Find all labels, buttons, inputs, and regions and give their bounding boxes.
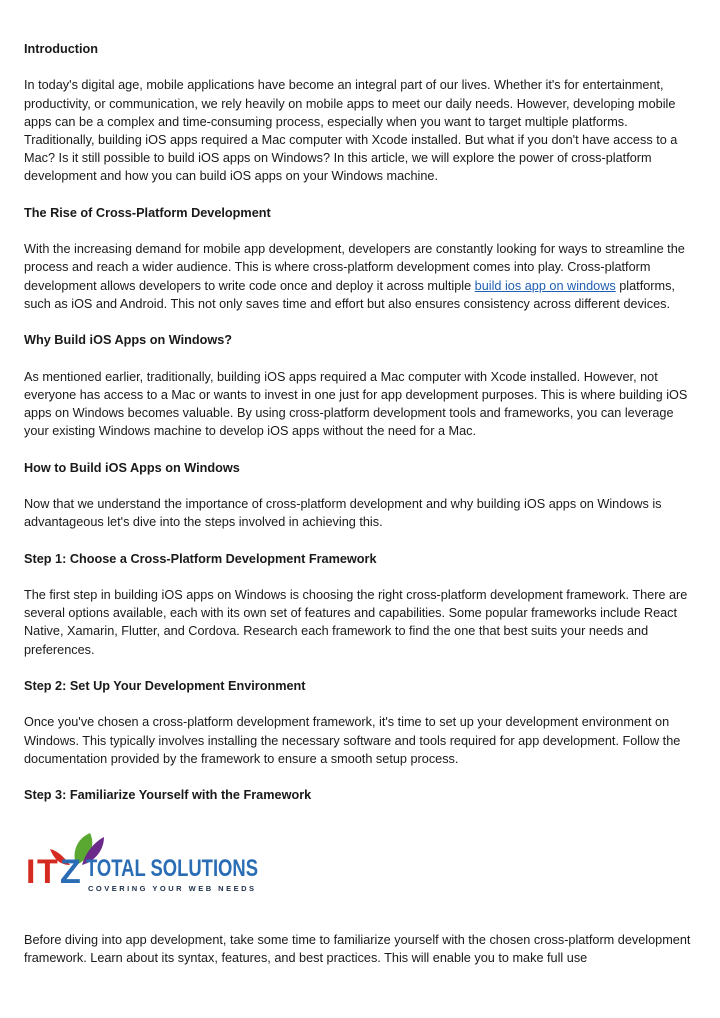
logo-name: TOTAL SOLUTIONS — [86, 854, 258, 882]
paragraph-step-2: Once you've chosen a cross-platform development framework, it's time to set up your development environment on Windows. This typically involves installing the necessary software and tools required for app development. Follow the documentation provided by the framework to ensure a smooth setup process. — [24, 715, 681, 766]
itz-total-solutions-logo — [24, 825, 264, 900]
heading-how-to-build: How to Build iOS Apps on Windows — [24, 460, 240, 475]
paragraph-text-after-link: platforms, such as iOS and Android. This not only saves time and effort but also ensures consistency across different devices. — [24, 278, 675, 311]
heading-step-3: Step 3: Familiarize Yourself with the Framework — [24, 788, 312, 803]
paragraph-step-3: Before diving into app development, take some time to familiarize yourself with the chosen cross-platform development framework. Learn about its syntax, features, and best practices. This will enable you to make full use — [24, 932, 691, 965]
paragraph-how-to-build: Now that we understand the importance of cross-platform development and why building iOS apps on Windows is advantageous let's dive into the steps involved in achieving this. — [24, 496, 662, 530]
heading-rise-of-cross-platform: The Rise of Cross-Platform Development — [24, 205, 271, 220]
document-page — [24, 40, 694, 985]
logo-mark-z: Z — [60, 852, 81, 891]
paragraph-rise-of-cross-platform — [24, 240, 694, 313]
heading-why-build-ios-on-windows: Why Build iOS Apps on Windows? — [24, 333, 233, 348]
paragraph-text-before-link: With the increasing demand for mobile app development, developers are constantly looking for ways to streamline the process and reach a wider audience. This is where cross-platform development comes into play. Cross-platform development allows developers to write code once and deploy it across multiple — [24, 242, 685, 293]
paragraph-step-1: The first step in building iOS apps on Windows is choosing the right cross-platform development framework. There are several options available, each with its own set of features and capabilities. Some popular frameworks include React Native, Xamarin, Flutter, and Cordova. Research each framework to find the one that best suits your needs and preferences. — [24, 587, 688, 657]
paragraph-introduction: In today's digital age, mobile applications have become an integral part of our lives. Whether it's for entertainment, productivity, or communication, we rely heavily on mobile apps to meet our daily needs. However, developing mobile apps can be a complex and time-consuming process, especially when you want to target multiple platforms. Traditionally, building iOS apps required a Mac computer with Xcode installed. But what if you don't have access to a Mac? Is it still possible to build iOS apps on Windows? In this article, we will explore the power of cross-platform development and how you can build iOS apps on your Windows machine. — [24, 78, 678, 184]
logo-mark-t: T — [37, 852, 58, 891]
logo-mark-i: I — [26, 852, 36, 891]
logo-tagline: COVERING YOUR WEB NEEDS — [88, 883, 256, 893]
heading-introduction: Introduction — [24, 42, 98, 56]
build-ios-app-on-windows-link[interactable]: build ios app on windows — [474, 278, 616, 293]
heading-step-1: Step 1: Choose a Cross-Platform Development Framework — [24, 551, 377, 566]
paragraph-why-build-ios-on-windows: As mentioned earlier, traditionally, building iOS apps required a Mac computer with Xcode installed. However, not everyone has access to a Mac or wants to invest in one just for app development purposes. This is where building iOS apps on Windows becomes valuable. By using cross-platform development tools and frameworks, you can leverage your existing Windows machine to develop iOS apps without the need for a Mac. — [24, 369, 688, 439]
heading-step-2: Step 2: Set Up Your Development Environment — [24, 678, 306, 693]
